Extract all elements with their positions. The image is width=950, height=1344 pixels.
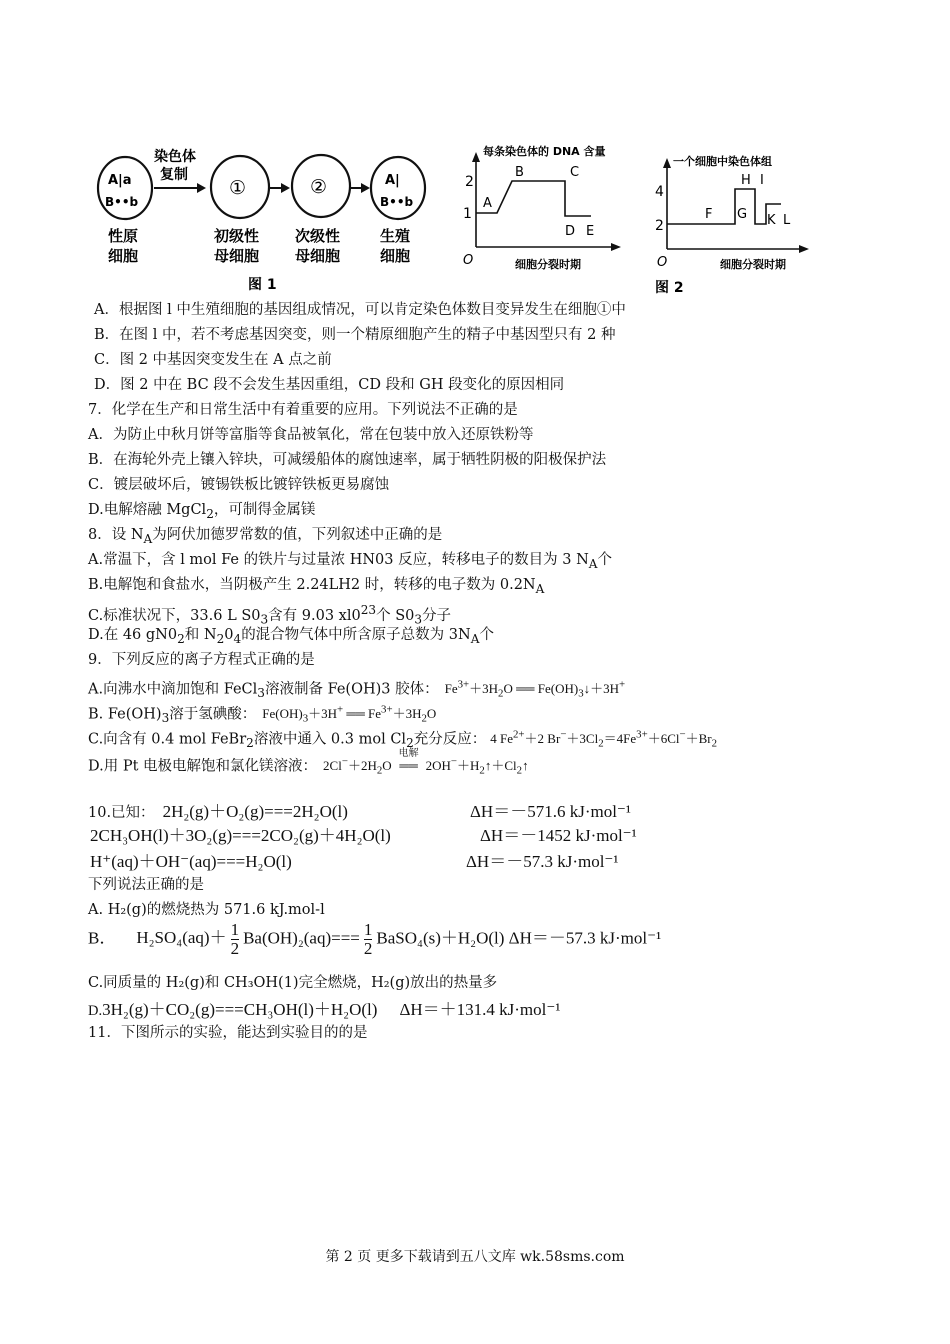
genes-bottom-1: B••b xyxy=(105,195,139,209)
chromosome-curve xyxy=(667,189,781,224)
q8-option-c: C.标准状况下，33.6 L $S0_3$含有 9.03 $xl0^{23}$个 $S0_3$分子 xyxy=(88,603,452,627)
figure-2 xyxy=(455,136,815,296)
point-l: L xyxy=(783,213,791,228)
q7-option-b: B．在海轮外壳上镶入锌块，可减缓船体的腐蚀速率，属于牺牲阴极的阳极保护法 xyxy=(88,452,607,468)
q9-option-c: C.向含有 0.4 mol FeBr$_2$溶液中通入 0.3 mol $Cl_2$充分反应： 4 $Fe^{2+}+2$ $Br^-+3Cl_2=4Fe^{3+}+6Cl^-+Br_2$ xyxy=(88,729,718,751)
left-origin: O xyxy=(463,253,474,268)
point-b: B xyxy=(515,165,524,180)
left-xlabel: 细胞分裂时期 xyxy=(515,258,581,271)
q8-option-b: B.电解饱和食盐水，当阴极产生 2.24LH2 时，转移的电子数为 $0.2N_A$ xyxy=(88,577,545,596)
left-ytick-2: 2 xyxy=(465,174,474,190)
chart-chromosome-sets xyxy=(655,154,809,271)
cell-secondary xyxy=(292,155,350,217)
q8-stem: 8．设 $N_A$为阿伏加德罗常数的值，下列叙述中正确的是 xyxy=(88,527,443,546)
point-a: A xyxy=(483,196,492,211)
q6-option-a: A．根据图 l 中生殖细胞的基因组成情况，可以肯定染色体数目变异发生在细胞①中 xyxy=(94,302,626,318)
q11-stem: 11．下图所示的实验，能达到实验目的的是 xyxy=(88,1025,368,1041)
cell-gamete xyxy=(371,157,425,219)
q10-eq1: 10.已知： 2H₂(g)＋O₂(g)===2H₂O(l) xyxy=(88,802,348,821)
q10-dh2: ΔH＝－1452 kJ·mol⁻¹ xyxy=(480,826,637,845)
genes-bottom-4: B••b xyxy=(380,195,414,209)
figure-1 xyxy=(88,140,433,295)
point-h: H xyxy=(741,173,751,188)
q6-option-c: C．图 2 中基因突变发生在 A 点之前 xyxy=(94,352,332,368)
q8-option-a: A.常温下，含 l mol Fe 的铁片与过量浓 HN03 反应，转移电子的数目为 3 $N_A$个 xyxy=(88,552,612,571)
point-f: F xyxy=(705,207,713,222)
right-ytick-2: 2 xyxy=(655,218,664,234)
cell-primary xyxy=(211,156,269,218)
cell-label-1b: 细胞 xyxy=(108,247,139,265)
chart-dna-content xyxy=(463,144,621,271)
left-ytick-1: 1 xyxy=(463,206,472,222)
cell-label-3a: 次级性 xyxy=(295,227,341,245)
q10-eq3: H⁺(aq)＋OH⁻(aq)===H₂O(l) xyxy=(90,852,292,871)
cell-label-2b: 母细胞 xyxy=(214,247,260,265)
q7-option-d: D.电解熔融 MgCl$_2$，可制得金属镁 xyxy=(88,502,316,521)
point-g: G xyxy=(737,207,748,222)
q10-prompt: 下列说法正确的是 xyxy=(88,877,204,893)
q7-option-c: C．镀层破坏后，镀锡铁板比镀锌铁板更易腐蚀 xyxy=(88,477,390,493)
figure-2-caption: 图 2 xyxy=(655,280,684,296)
left-ylabel: 每条染色体的 DNA 含量 xyxy=(483,145,606,158)
q6-option-d: D．图 2 中在 BC 段不会发生基因重组，CD 段和 GH 段变化的原因相同 xyxy=(94,377,565,393)
point-c: C xyxy=(570,165,580,180)
q7-stem: 7．化学在生产和日常生活中有着重要的应用。下列说法不正确的是 xyxy=(88,402,518,418)
point-k: K xyxy=(767,213,776,228)
genes-top-4: A| xyxy=(385,173,400,188)
point-d: D xyxy=(565,224,576,239)
right-origin: O xyxy=(657,255,668,270)
q10-dh1: ΔH＝－571.6 kJ·mol⁻¹ xyxy=(470,802,632,821)
q10-option-a: A. H₂(g)的燃烧热为 571.6 kJ.mol-l xyxy=(88,902,325,918)
point-e: E xyxy=(586,224,595,239)
cell-symbol-2: ② xyxy=(310,176,328,198)
page-footer: 第 2 页 更多下载请到五八文库 wk.58sms.com xyxy=(325,1249,625,1265)
q9-stem: 9．下列反应的离子方程式正确的是 xyxy=(88,652,315,668)
right-xlabel: 细胞分裂时期 xyxy=(720,258,786,271)
q9-option-d: D.用 Pt 电极电解饱和氯化镁溶液： $2Cl^-+2H_2O$ 电解 ══ $2OH^-+H_2↑+Cl_2↑$ xyxy=(88,748,529,777)
right-ytick-4: 4 xyxy=(655,184,664,200)
q10-eq2: 2CH₃OH(l)＋3O₂(g)===2CO₂(g)＋4H₂O(l) xyxy=(90,826,391,845)
cell-germ-original xyxy=(98,157,152,219)
q6-option-b: B．在图 l 中，若不考虑基因突变，则一个精原细胞产生的精子中基因型只有 2 种 xyxy=(94,327,616,343)
q8-option-d: D.在 46 $gN0_2$和 $N_20_4$的混合物气体中所含原子总数为 $3N_A$个 xyxy=(88,627,494,646)
cell-label-3b: 母细胞 xyxy=(295,247,341,265)
q10-option-d: D.3H₂(g)＋CO₂(g)===CH₃OH(l)＋H₂O(l) ΔH＝＋131.4 kJ·mol⁻¹ xyxy=(88,1000,561,1019)
right-ylabel: 一个细胞中染色体组 xyxy=(673,155,772,168)
arrow-label-1: 染色体 xyxy=(154,149,196,165)
q10-option-b: B． H₂SO₄(aq)＋ $\frac{1}{2}$ Ba(OH)₂(aq)=== $\frac{1}{2}$ BaSO₄(s)＋H₂O(l) ΔH＝－57.3 kJ·mol⁻¹ xyxy=(88,920,662,958)
figure-1-caption: 图 1 xyxy=(248,277,277,293)
q7-option-a: A．为防止中秋月饼等富脂等食品被氧化，常在包装中放入还原铁粉等 xyxy=(88,427,534,443)
genes-top-1: A|a xyxy=(108,173,132,188)
q10-dh3: ΔH＝－57.3 kJ·mol⁻¹ xyxy=(466,852,619,871)
cell-label-4a: 生殖 xyxy=(380,227,411,245)
q9-option-b: B. $Fe(OH)_3$溶于氢碘酸： $Fe(OH)_3+3H^+$ ══ $Fe^{3+}+3H_2O$ xyxy=(88,704,437,726)
point-i: I xyxy=(760,173,764,188)
q10-option-c: C.同质量的 H₂(g)和 CH₃OH(1)完全燃烧，H₂(g)放出的热量多 xyxy=(88,975,498,991)
cell-label-4b: 细胞 xyxy=(380,247,411,265)
cell-label-1a: 性原 xyxy=(108,227,139,245)
cell-symbol-1: ① xyxy=(229,177,247,199)
arrow-label-2: 复制 xyxy=(160,167,188,183)
cell-label-2a: 初级性 xyxy=(214,227,260,245)
q9-option-a: A.向沸水中滴加饱和 FeCl$_3$溶液制备 Fe(OH)3 胶体： $Fe^{3+}+3H_2O$ ══ $Fe(OH)_3↓+3H^+$ xyxy=(88,679,626,701)
dna-curve xyxy=(476,181,591,216)
